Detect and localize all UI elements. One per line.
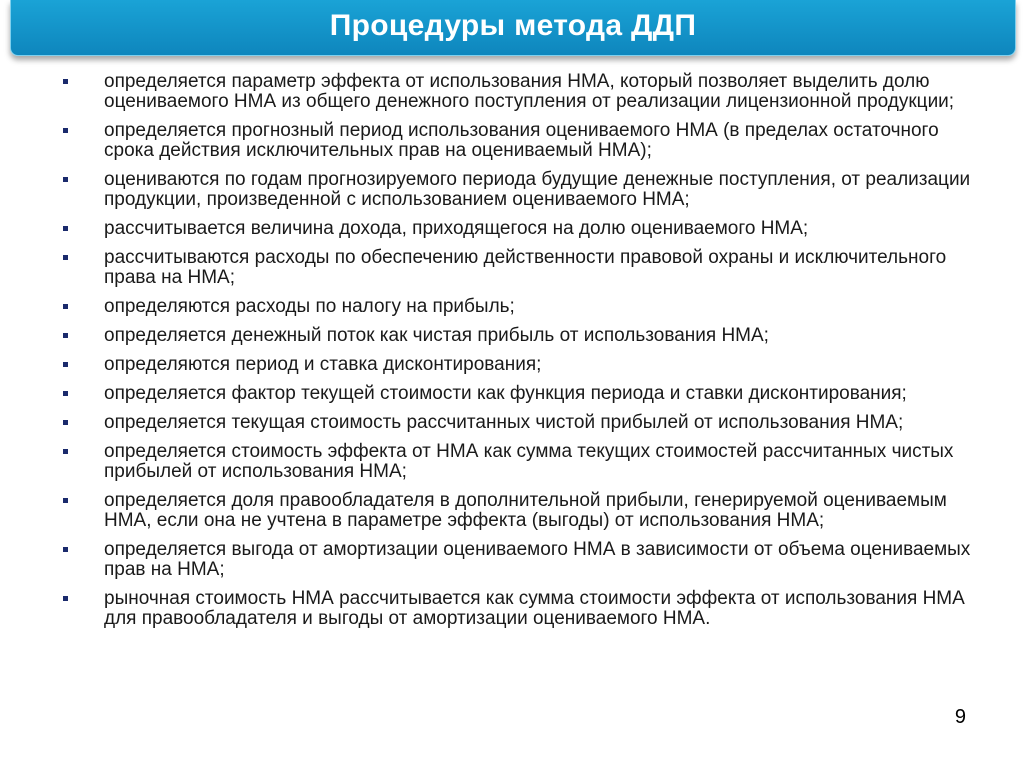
list-item-text: определяется фактор текущей стоимости как функция периода и ставки дисконтирования;	[104, 383, 907, 404]
list-item-text: определяется прогнозный период использования оцениваемого НМА (в пределах остаточного срока действия исключительных прав на оцениваемый НМА);	[104, 120, 939, 161]
square-bullet-icon	[63, 391, 68, 396]
list-item	[62, 540, 972, 580]
list-item	[62, 442, 972, 482]
list-item	[62, 248, 972, 288]
square-bullet-icon	[63, 547, 68, 552]
square-bullet-icon	[63, 596, 68, 601]
list-item	[62, 170, 972, 210]
square-bullet-icon	[63, 226, 68, 231]
list-item	[62, 384, 972, 404]
list-item	[62, 72, 972, 112]
list-item-text: оцениваются по годам прогнозируемого периода будущие денежные поступления, от реализации продукции, произведенной с использованием оцениваемого НМА;	[104, 169, 971, 210]
square-bullet-icon	[63, 304, 68, 309]
list-item	[62, 326, 972, 346]
square-bullet-icon	[63, 255, 68, 260]
list-item-text: определяется выгода от амортизации оцениваемого НМА в зависимости от объема оцениваемых прав на НМА;	[104, 539, 971, 580]
square-bullet-icon	[63, 128, 68, 133]
list-item	[62, 589, 972, 629]
list-item-text: определяется денежный поток как чистая прибыль от использования НМА;	[104, 325, 769, 346]
square-bullet-icon	[63, 420, 68, 425]
list-item	[62, 413, 972, 433]
bullet-list	[62, 72, 972, 629]
title-bar	[10, 0, 1016, 56]
list-item-text: определяются период и ставка дисконтирования;	[104, 354, 542, 375]
list-item-text: определяется доля правообладателя в дополнительной прибыли, генерируемой оцениваемым НМА, если она не учтена в параметре эффекта (выгоды) от использования НМА;	[104, 490, 947, 531]
list-item-text: определяются расходы по налогу на прибыль;	[104, 296, 515, 317]
list-item-text: рассчитывается величина дохода, приходящегося на долю оцениваемого НМА;	[104, 218, 809, 239]
list-item-text: определяется текущая стоимость рассчитанных чистой прибылей от использования НМА;	[104, 412, 904, 433]
list-item-text: рыночная стоимость НМА рассчитывается как сумма стоимости эффекта от использования НМА для правообладателя и выгоды от амортизации оцениваемого НМА.	[104, 588, 965, 629]
list-item-text: рассчитываются расходы по обеспечению действенности правовой охраны и исключительного права на НМА;	[104, 247, 947, 288]
square-bullet-icon	[63, 498, 68, 503]
square-bullet-icon	[63, 177, 68, 182]
list-item-text: определяется параметр эффекта от использования НМА, который позволяет выделить долю оцениваемого НМА из общего денежного поступления от реализации лицензионной продукции;	[104, 71, 955, 112]
square-bullet-icon	[63, 449, 68, 454]
square-bullet-icon	[63, 333, 68, 338]
list-item	[62, 219, 972, 239]
square-bullet-icon	[63, 362, 68, 367]
list-item	[62, 297, 972, 317]
slide-title: Процедуры метода ДДП	[329, 8, 697, 42]
list-item	[62, 355, 972, 375]
list-item	[62, 491, 972, 531]
list-item	[62, 121, 972, 161]
list-item-text: определяется стоимость эффекта от НМА как сумма текущих стоимостей рассчитанных чистых прибылей от использования НМА;	[104, 441, 954, 482]
page-number: 9	[954, 706, 966, 728]
square-bullet-icon	[63, 79, 68, 84]
